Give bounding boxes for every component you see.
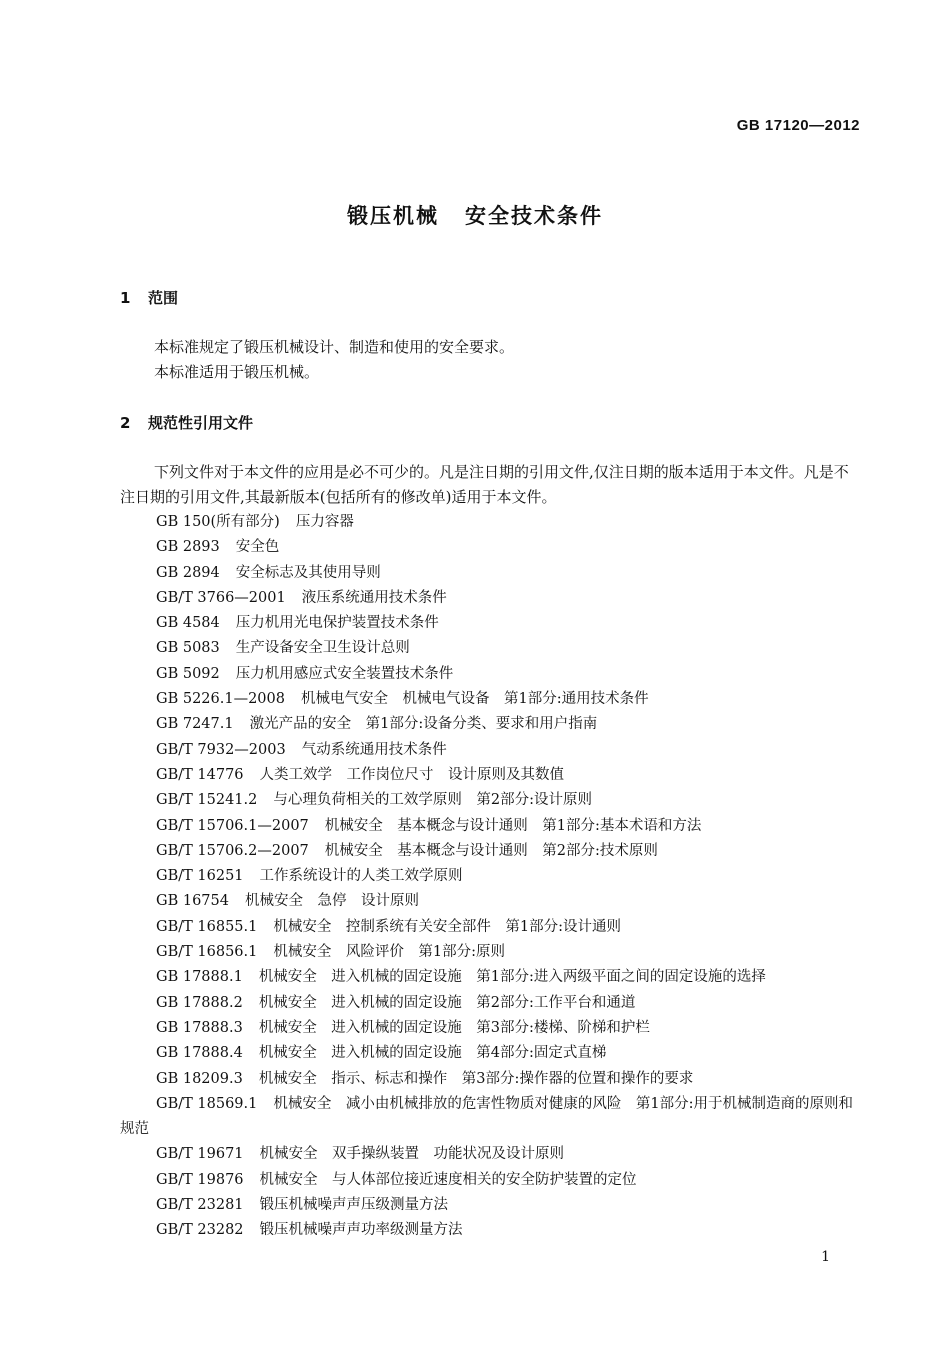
reference-title: 机械安全 指示、标志和操作 第3部分:操作器的位置和操作的要求 (258, 1070, 694, 1087)
reference-item (120, 712, 865, 737)
reference-title: 机械安全 控制系统有关安全部件 第1部分:设计通则 (273, 918, 621, 935)
section-1-body (120, 335, 860, 385)
reference-code: GB/T 19876 (156, 1171, 244, 1188)
section-2-heading (120, 412, 253, 433)
title-part-2: 安全技术条件 (465, 204, 603, 228)
reference-item (120, 1092, 865, 1143)
reference-title: 机械安全 基本概念与设计通则 第2部分:技术原则 (324, 842, 658, 859)
reference-title: 机械安全 基本概念与设计通则 第1部分:基本术语和方法 (324, 817, 702, 834)
reference-title: 机械安全 急停 设计原则 (244, 893, 419, 910)
reference-code: GB 17888.1 (156, 969, 243, 986)
reference-item (120, 788, 865, 813)
reference-title: 激光产品的安全 第1部分:设备分类、要求和用户指南 (249, 716, 598, 733)
reference-item (120, 814, 865, 839)
reference-title: 安全标志及其使用导则 (235, 564, 381, 581)
document-title (0, 200, 950, 230)
reference-item (120, 991, 865, 1016)
reference-title: 机械安全 减小由机械排放的危害性物质对健康的风险 第1部分:用于机械制造商的原则和规范 (120, 1095, 853, 1138)
section-1-title: 范围 (148, 289, 179, 307)
reference-item (120, 1041, 865, 1066)
scope-paragraph: 本标准规定了锻压机械设计、制造和使用的安全要求。 (154, 338, 515, 356)
reference-item (120, 662, 865, 687)
reference-title: 锻压机械噪声声压级测量方法 (259, 1197, 449, 1214)
reference-title: 机械安全 进入机械的固定设施 第2部分:工作平台和通道 (258, 994, 636, 1011)
reference-code: GB/T 19671 (156, 1146, 244, 1163)
reference-code: GB/T 16855.1 (156, 918, 258, 935)
reference-item (120, 738, 865, 763)
reference-title: 人类工效学 工作岗位尺寸 设计原则及其数值 (259, 766, 565, 783)
reference-code: GB 7247.1 (156, 716, 234, 733)
reference-title: 机械安全 风险评价 第1部分:原则 (273, 944, 505, 961)
reference-code: GB 17888.4 (156, 1045, 243, 1062)
reference-code: GB 5092 (156, 665, 220, 682)
reference-item (120, 1067, 865, 1092)
reference-item (120, 1142, 865, 1167)
title-part-1: 锻压机械 (347, 204, 439, 228)
standard-number: GB 17120—2012 (736, 117, 860, 134)
reference-code: GB/T 23281 (156, 1197, 244, 1214)
reference-code: GB 16754 (156, 893, 229, 910)
reference-title: 压力容器 (295, 514, 354, 530)
reference-item (120, 864, 865, 889)
reference-code: GB 5226.1—2008 (156, 691, 285, 708)
reference-item (120, 940, 865, 965)
reference-item (120, 561, 865, 586)
reference-code: GB 17888.3 (156, 1019, 243, 1036)
reference-item (120, 636, 865, 661)
reference-title: 安全色 (235, 539, 280, 556)
reference-code: GB/T 7932—2003 (156, 741, 286, 758)
reference-code: GB/T 15706.2—2007 (156, 842, 309, 859)
reference-code: GB/T 18569.1 (156, 1095, 258, 1112)
scope-paragraph: 本标准适用于锻压机械。 (154, 363, 320, 381)
reference-title: 与心理负荷相关的工效学原则 第2部分:设计原则 (273, 792, 592, 809)
reference-item (120, 965, 865, 990)
reference-code: GB 2893 (156, 539, 220, 556)
reference-item (120, 611, 865, 636)
reference-code: GB/T 15706.1—2007 (156, 817, 309, 834)
reference-item (120, 1168, 865, 1193)
reference-title: 工作系统设计的人类工效学原则 (259, 868, 463, 885)
reference-code: GB 18209.3 (156, 1070, 243, 1087)
reference-code: GB/T 15241.2 (156, 792, 258, 809)
reference-title: 锻压机械噪声声功率级测量方法 (259, 1222, 463, 1239)
reference-title: 机械安全 与人体部位接近速度相关的安全防护装置的定位 (259, 1171, 637, 1188)
reference-code: GB 4584 (156, 615, 220, 632)
section-1-heading (120, 287, 178, 308)
reference-item (120, 1218, 865, 1243)
reference-item (120, 510, 865, 535)
reference-item (120, 915, 865, 940)
reference-title: 液压系统通用技术条件 (301, 589, 447, 606)
reference-code: GB/T 16251 (156, 868, 244, 885)
reference-item (120, 687, 865, 712)
reference-code: GB 2894 (156, 564, 220, 581)
reference-title: 机械安全 进入机械的固定设施 第4部分:固定式直梯 (258, 1045, 607, 1062)
reference-code: GB/T 23282 (156, 1222, 244, 1239)
reference-item (120, 535, 865, 560)
section-2-title: 规范性引用文件 (148, 414, 254, 432)
reference-title: 机械安全 进入机械的固定设施 第1部分:进入两级平面之间的固定设施的选择 (258, 969, 766, 986)
reference-item (120, 586, 865, 611)
reference-item (120, 1193, 865, 1218)
reference-item (120, 839, 865, 864)
reference-code: GB 150(所有部分) (156, 514, 280, 530)
reference-code: GB 5083 (156, 640, 220, 657)
reference-title: 机械电气安全 机械电气设备 第1部分:通用技术条件 (301, 691, 649, 708)
reference-code: GB 17888.2 (156, 994, 243, 1011)
page-number: 1 (821, 1249, 830, 1265)
reference-code: GB/T 3766—2001 (156, 589, 286, 606)
reference-title: 压力机用感应式安全装置技术条件 (235, 665, 454, 682)
reference-title: 机械安全 双手操纵装置 功能状况及设计原则 (259, 1146, 565, 1163)
reference-title: 气动系统通用技术条件 (301, 741, 447, 758)
reference-item (120, 1016, 865, 1041)
section-2-intro: 下列文件对于本文件的应用是必不可少的。凡是注日期的引用文件,仅注日期的版本适用于本文件。凡是不注日期的引用文件,其最新版本(包括所有的修改单)适用于本文件。 (120, 463, 849, 506)
reference-item (120, 889, 865, 914)
reference-title: 机械安全 进入机械的固定设施 第3部分:楼梯、阶梯和护栏 (258, 1019, 650, 1036)
reference-item (120, 763, 865, 788)
section-1-number: 1 (120, 289, 131, 307)
reference-title: 压力机用光电保护装置技术条件 (235, 615, 439, 632)
reference-code: GB/T 16856.1 (156, 944, 258, 961)
reference-code: GB/T 14776 (156, 766, 244, 783)
reference-title: 生产设备安全卫生设计总则 (235, 640, 410, 657)
normative-reference-list (120, 510, 865, 1244)
section-2-number: 2 (120, 414, 131, 432)
